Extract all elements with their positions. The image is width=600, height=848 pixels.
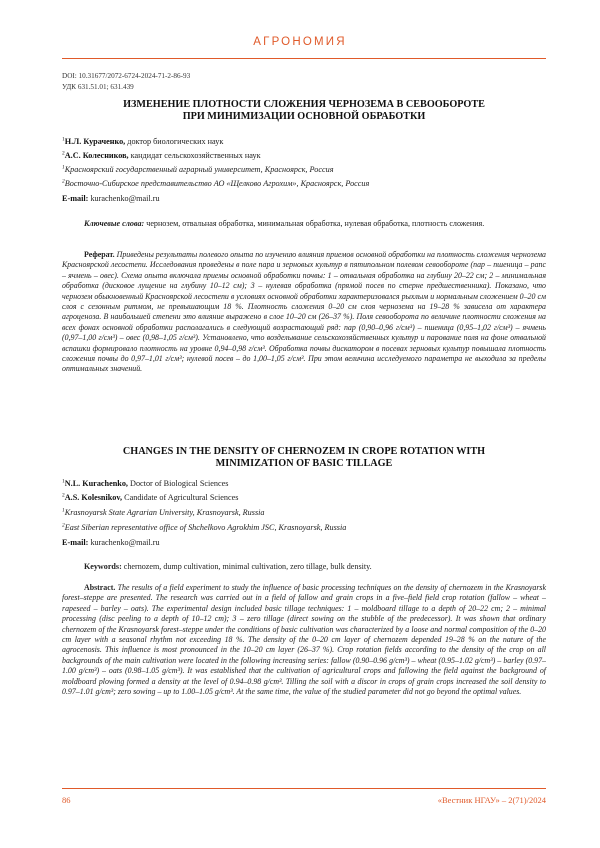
ru-title-line2: ПРИ МИНИМИЗАЦИИ ОСНОВНОЙ ОБРАБОТКИ [182, 111, 426, 122]
en-aff2-sup: 2 [62, 522, 65, 529]
en-keywords [84, 562, 546, 573]
ru-keywords [84, 219, 546, 230]
ru-author2 [62, 150, 546, 161]
en-author1-degree: Doctor of Biological Sciences [127, 479, 229, 488]
ru-title-line1: ИЗМЕНЕНИЕ ПЛОТНОСТИ СЛОЖЕНИЯ ЧЕРНОЗЕМА В СЕВООБОРОТЕ [123, 99, 485, 110]
en-author1-sup: 1 [62, 478, 65, 485]
en-title-line2: MINIMIZATION OF BASIC TILLAGE [215, 458, 393, 469]
en-author2-degree: Candidate of Agricultural Sciences [122, 493, 239, 502]
en-author1-name: N.L. Kurachenko, [64, 479, 128, 488]
udc-line: УДК 631.51.01; 631.439 [62, 83, 134, 91]
ru-title [62, 99, 546, 123]
ru-abstract-text: Приведены результаты полевого опыта по изучению влияния приемов основной обработки на плотность сложения чернозема Красноярской лесостепи. Исследования проведены в поле пара и зерновых культур в пятипольном полевом севообороте (пар – пшеница – рапс – ячмень – овес). Схема опыта включала приемы основной обработки почвы: 1 – отвальная обработка на глубину 20–22 см; 2 – минимальная обработка (дисковое лущение на глубину 10–12 см); 3 – нулевая обработка (прямой посев по стерне предшественника). Показано, что чернозем обыкновенный Красноярской лесостепи в условиях основной обработки характеризовался рыхлым и нормальным сложением 0–20 см слоя с сезонным ритмом, не превышающим 18 %. Плотность сложения 0–20 см слоя чернозема на 19–28 % зависела от характера агроценоза. В наибольшей степени это влияние выражено в слое 10–20 см (26–37 %). Поля севооборота по величине плотности сложения на всех фонах основной обработки располагались в следующий возрастающий ряд: пар (0,90–0,96 г/см³) – пшеница (0,95–1,02 г/см³) – ячмень (0,97–1,00 г/см³) – овес (0,98–1,05 г/см³). Установлено, что возделывание сельскохозяйственных культур и парование поля на фоне отвальной вспашки формировало плотность на уровне 0,94–0,98 г/см³. Обработка почвы дискатором в посевах зерновых культур повышала плотность сложения почвы до 0,97–1,01 г/см³; нулевой посев – до 1,00–1,05 г/см³. При этом величина исследуемого параметра не выходила за пределы оптимальных значений. [62, 250, 546, 374]
ru-aff1-sup: 1 [62, 164, 65, 171]
en-author2 [62, 492, 546, 503]
en-title-line1: CHANGES IN THE DENSITY OF CHERNOZEM IN CROPE ROTATION WITH [122, 446, 486, 457]
ru-affiliation2 [62, 178, 546, 189]
en-author1 [62, 478, 546, 489]
ru-aff2-sup: 2 [62, 178, 65, 185]
ru-abstract-label: Реферат. [84, 250, 115, 259]
en-abstract [62, 583, 546, 697]
ru-author2-sup: 2 [62, 150, 65, 157]
section-header: АГРОНОМИЯ [253, 36, 347, 48]
ru-email: kurachenko@mail.ru [88, 194, 160, 203]
en-title [62, 446, 546, 470]
ru-author2-name: А.С. Колесников, [64, 151, 129, 160]
en-aff2-text: East Siberian representative office of Shchelkovo Agrokhim JSC, Krasnoyarsk, Russia [64, 523, 347, 532]
ru-email-line [62, 193, 546, 204]
en-keywords-label: Keywords: [84, 562, 122, 571]
en-email-line [62, 537, 546, 548]
footer-rule [62, 788, 546, 789]
header-rule [62, 58, 546, 59]
ru-author1-name: Н.Л. Кураченко, [64, 137, 126, 146]
ru-author1-sup: 1 [62, 136, 65, 143]
en-abstract-text: The results of a field experiment to study the influence of basic processing techniques on the density of chernozem in the Krasnoyarsk forest–steppe are presented. The research was carried out in a field of fallow and grain crops in a five–field field crop rotation (fallow – wheat – rapeseed – barley – oats). The experimental design included basic tillage techniques: 1 – moldboard tillage to a depth of 20–22 cm; 2 – minimal processing (disc peeling to a depth of 10–12 cm); 3 – zero tillage (direct sowing on the stubble of the predecessor). It was shown that ordinary chernozem of the Krasnoyarsk forest–steppe under the conditions of basic cultivation was characterized by a loose and normal composition of the 0–20 cm layer with a seasonal rhythm not exceeding 18 %. The density of the 0–20 cm layer of chernozem depended 19–28 % on the nature of the agrocenosis. This influence is most pronounced in the 10–20 cm layer (26–37 %). Crop rotation fields according to the density of the crop on all backgrounds of the main cultivation were located in the following increasing series: fallow (0.90–0.96 g/cm³) – wheat (0.95–1.02 g/cm³) – barley (0.97–1.00 g/cm³) – oats (0.98–1.05 g/cm³). It was established that the cultivation of agricultural crops and fallowing the field against the background of moldboard plowing formed a density at the level of 0.94–0.98 g/cm³. Tilling the soil with a discor in crops of grain crops increased the soil density to 0.97–1.01 g/cm³; zero sowing – up to 1.00–1.05 g/cm³. At the same time, the value of the studied parameter did not go beyond the optimal values. [62, 583, 546, 697]
ru-keywords-label: Ключевые слова: [84, 219, 145, 228]
ru-aff1-text: Красноярский государственный аграрный университет, Красноярск, Россия [64, 165, 334, 174]
en-email-label: E-mail: [62, 538, 89, 547]
en-abstract-label: Abstract. [84, 583, 116, 592]
doi-line: DOI: 10.31677/2072-6724-2024-71-2-86-93 [62, 72, 191, 80]
en-author2-name: A.S. Kolesnikov, [64, 493, 123, 502]
ru-abstract [62, 250, 546, 375]
ru-author2-degree: кандидат сельскохозяйственных наук [128, 151, 261, 160]
en-author2-sup: 2 [62, 492, 65, 499]
en-email: kurachenko@mail.ru [88, 538, 160, 547]
en-aff1-text: Krasnoyarsk State Agrarian University, Krasnoyarsk, Russia [64, 508, 265, 517]
ru-affiliation1 [62, 164, 546, 175]
ru-author1 [62, 136, 546, 147]
ru-aff2-text: Восточно-Сибирское представительство АО «Щелково Агрохим», Красноярск, Россия [64, 179, 370, 188]
en-keywords-text: chernozem, dump cultivation, minimal cultivation, zero tillage, bulk density. [121, 562, 372, 571]
ru-keywords-text: чернозем, отвальная обработка, минимальная обработка, нулевая обработка, плотность сложения. [144, 219, 485, 228]
ru-email-label: E-mail: [62, 194, 89, 203]
page-number: 86 [62, 795, 71, 805]
en-affiliation2 [62, 522, 546, 533]
en-aff1-sup: 1 [62, 507, 65, 514]
journal-issue: «Вестник НГАУ» – 2(71)/2024 [437, 795, 546, 805]
ru-author1-degree: доктор биологических наук [125, 137, 224, 146]
en-affiliation1 [62, 507, 546, 518]
